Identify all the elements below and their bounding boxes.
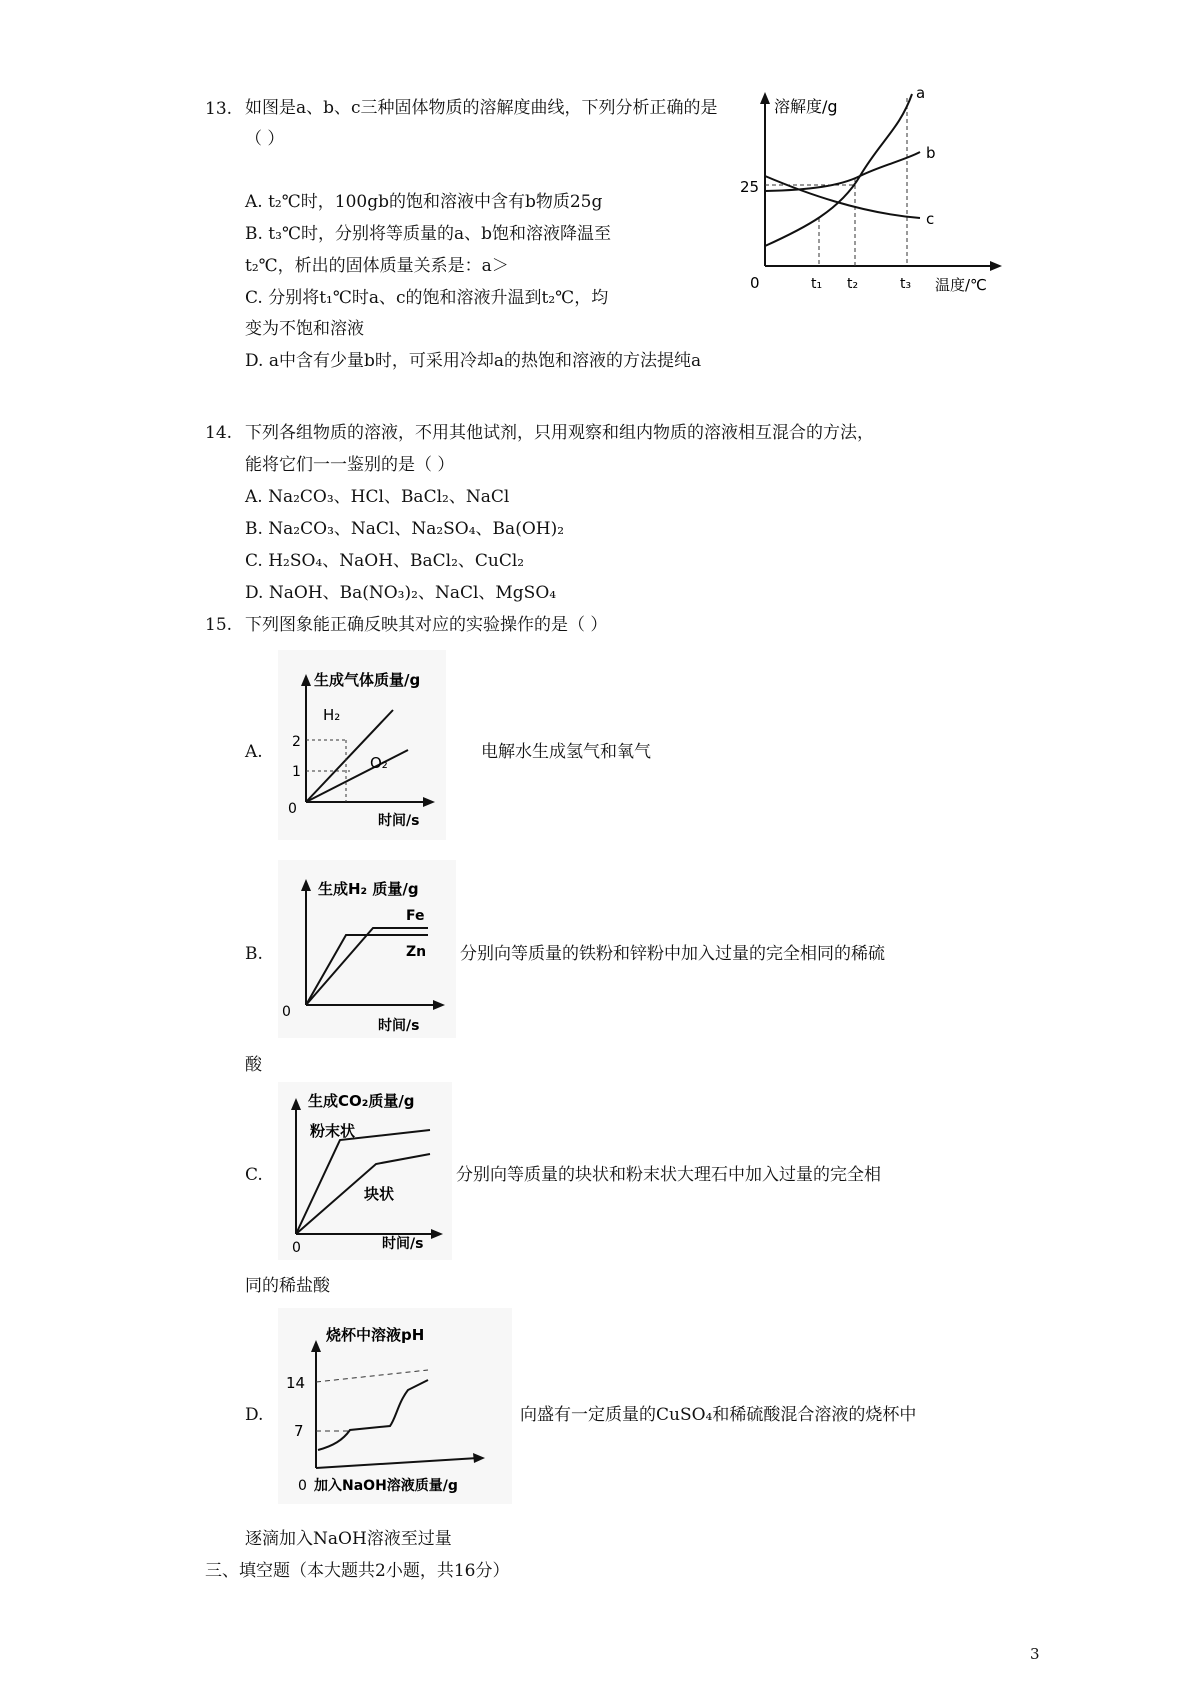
graph-c-origin: 0 — [292, 1240, 301, 1256]
graph-c-label-powder: 粉末状 — [310, 1122, 356, 1140]
fig13-origin: 0 — [750, 274, 760, 292]
page-number: 3 — [1030, 1645, 1040, 1663]
q15-option-c-cont: 同的稀盐酸 — [245, 1276, 330, 1296]
question-14-stem-line2: 能将它们一一鉴别的是（ ） — [245, 455, 455, 475]
graph-d-xlabel: 加入NaOH溶液质量/g — [314, 1478, 458, 1494]
q13-option-d: D. a中含有少量b时，可采用冷却a的热饱和溶液的方法提纯a — [245, 351, 702, 371]
q14-option-d: D. NaOH、Ba(NO₃)₂、NaCl、MgSO₄ — [245, 583, 557, 603]
graph-c-xlabel: 时间/s — [382, 1236, 424, 1252]
question-15-number: 15. — [205, 615, 233, 635]
graph-a-origin: 0 — [288, 801, 297, 817]
fig13-curve-label-a: a — [916, 88, 926, 102]
fig13-ylabel: 溶解度/g — [774, 97, 838, 116]
fig13-xtick-t1: t₁ — [811, 276, 823, 292]
q13-option-c: C. 分别将t₁℃时a、c的饱和溶液升温到t₂℃，均 — [245, 288, 609, 308]
graph-b-label-fe: Fe — [406, 908, 425, 924]
fig13-ytick-25: 25 — [740, 178, 760, 196]
q13-option-b-cont: t₂℃，析出的固体质量关系是：a＞ — [245, 256, 509, 276]
graph-a-label-h2: H₂ — [323, 706, 341, 724]
graph-a-ytick-2: 2 — [292, 734, 301, 750]
question-13-number: 13. — [205, 99, 233, 119]
graph-d-ytick-14: 14 — [286, 1374, 306, 1392]
fig13-xtick-t2: t₂ — [847, 276, 859, 292]
question-14-number: 14. — [205, 423, 233, 443]
graph-a-ylabel: 生成气体质量/g — [314, 671, 421, 689]
q13-option-b: B. t₃℃时，分别将等质量的a、b饱和溶液降温至 — [245, 224, 611, 244]
fig13-curve-label-b: b — [926, 144, 936, 162]
q15-option-a-letter: A. — [245, 742, 263, 762]
fig13-xlabel: 温度/℃ — [935, 276, 987, 294]
q15-option-b-cont: 酸 — [245, 1055, 262, 1075]
q15-graph-d — [278, 1308, 512, 1504]
q15-option-b-text: 分别向等质量的铁粉和锌粉中加入过量的完全相同的稀硫 — [460, 944, 885, 964]
q15-option-d-cont: 逐滴加入NaOH溶液至过量 — [245, 1529, 452, 1549]
q15-option-d-letter: D. — [245, 1405, 264, 1425]
q14-option-a: A. Na₂CO₃、HCl、BaCl₂、NaCl — [245, 487, 510, 507]
graph-d-ylabel: 烧杯中溶液pH — [326, 1326, 425, 1344]
question-13-stem: 如图是a、b、c三种固体物质的溶解度曲线，下列分析正确的是（ ） — [245, 98, 718, 149]
graph-a-label-o2: O₂ — [370, 754, 388, 772]
solubility-curve-figure — [730, 88, 1010, 298]
q15-option-a-text: 电解水生成氢气和氧气 — [481, 742, 651, 762]
q15-graph-c — [278, 1082, 452, 1260]
fig13-xtick-t3: t₃ — [900, 276, 912, 292]
graph-c-label-lump: 块状 — [364, 1185, 395, 1203]
fig13-curve-label-c: c — [926, 210, 935, 228]
graph-b-ylabel: 生成H₂ 质量/g — [318, 880, 419, 898]
graph-d-origin: 0 — [298, 1478, 307, 1494]
q13-option-a: A. t₂℃时，100gb的饱和溶液中含有b物质25g — [245, 192, 603, 212]
graph-b-label-zn: Zn — [406, 944, 427, 960]
q15-graph-b — [278, 860, 456, 1038]
graph-d-ytick-7: 7 — [294, 1422, 304, 1440]
graph-b-origin: 0 — [282, 1004, 291, 1020]
q15-option-d-text: 向盛有一定质量的CuSO₄和稀硫酸混合溶液的烧杯中 — [520, 1405, 917, 1425]
graph-a-ytick-1: 1 — [292, 764, 301, 780]
section-3-heading: 三、填空题（本大题共2小题，共16分） — [205, 1561, 510, 1581]
question-14-stem-line1: 下列各组物质的溶液，不用其他试剂，只用观察和组内物质的溶液相互混合的方法， — [245, 423, 874, 443]
q15-option-b-letter: B. — [245, 944, 263, 964]
graph-b-xlabel: 时间/s — [378, 1018, 420, 1034]
graph-a-xlabel: 时间/s — [378, 813, 420, 829]
q14-option-b: B. Na₂CO₃、NaCl、Na₂SO₄、Ba(OH)₂ — [245, 519, 565, 539]
question-15-stem: 下列图象能正确反映其对应的实验操作的是（ ） — [245, 615, 608, 635]
q14-option-c: C. H₂SO₄、NaOH、BaCl₂、CuCl₂ — [245, 551, 525, 571]
q15-option-c-text: 分别向等质量的块状和粉末状大理石中加入过量的完全相 — [456, 1165, 881, 1185]
graph-c-ylabel: 生成CO₂质量/g — [308, 1092, 415, 1110]
q15-graph-a — [278, 650, 446, 840]
q13-option-c-cont: 变为不饱和溶液 — [245, 319, 364, 339]
q15-option-c-letter: C. — [245, 1165, 263, 1185]
